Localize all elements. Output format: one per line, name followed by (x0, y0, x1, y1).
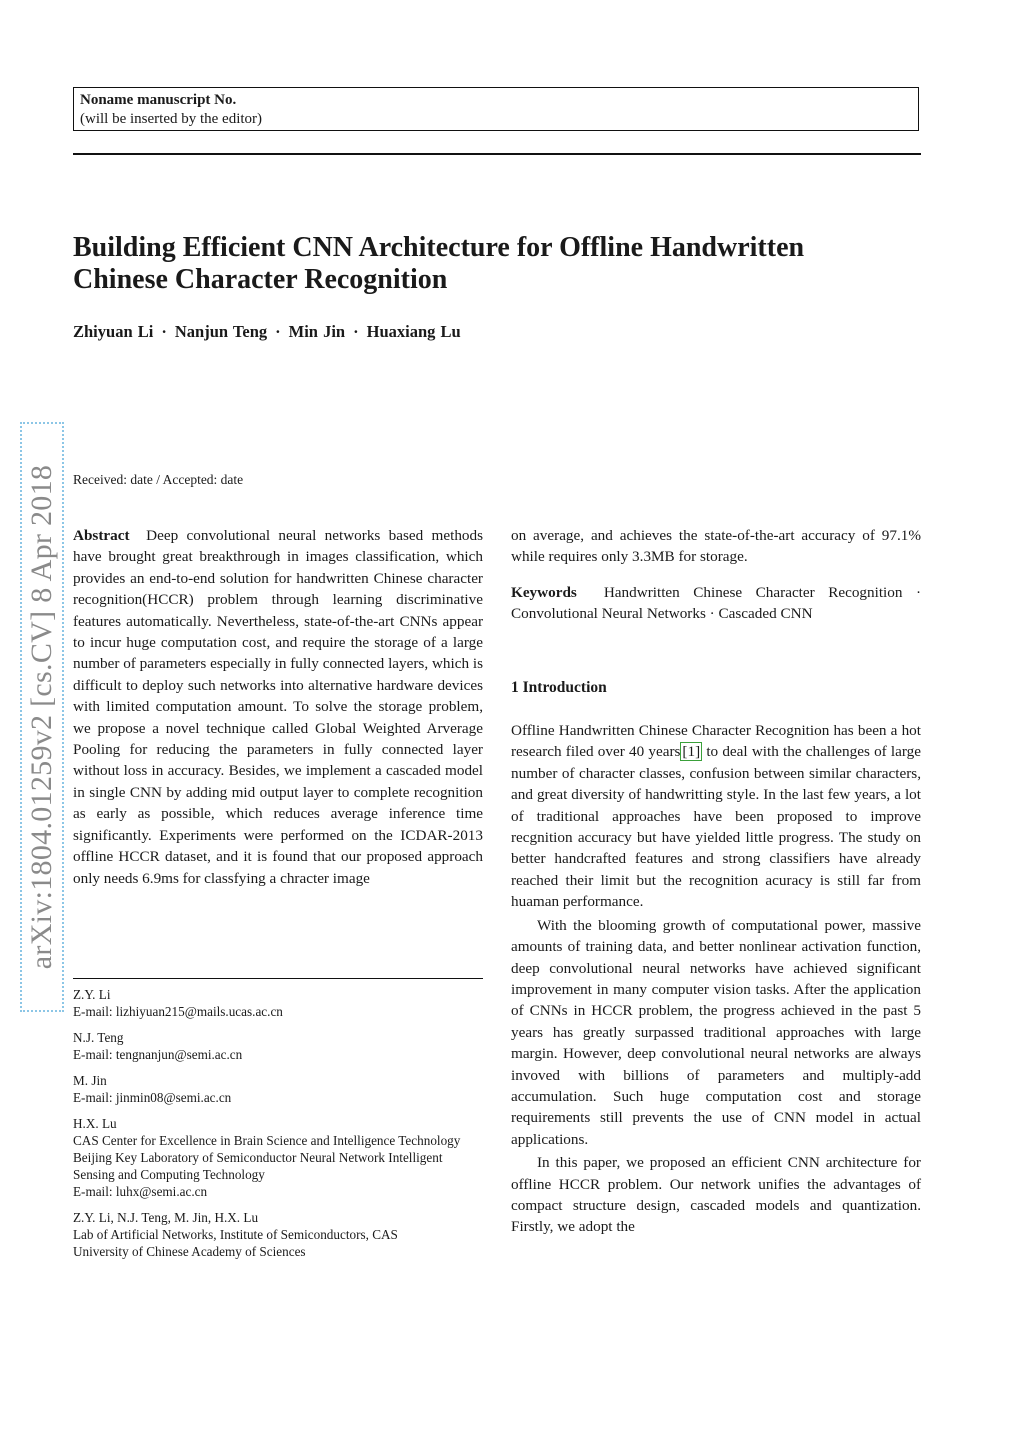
affiliation-line: Lab of Artificial Networks, Institute of Semiconductors, CAS (73, 1227, 398, 1242)
affiliation-block (73, 1072, 483, 1106)
keywords-heading: Keywords (511, 583, 577, 601)
abstract-heading: Abstract (73, 527, 130, 544)
manuscript-label: Noname manuscript No. (80, 92, 237, 108)
affiliation-name: M. Jin (73, 1073, 107, 1088)
affiliation-line: E-mail: jinmin08@semi.ac.cn (73, 1090, 232, 1105)
affiliations (73, 986, 483, 1269)
author-separator: · (275, 322, 281, 341)
abstract-continuation: on average, and achieves the state-of-the-art accuracy of 97.1% while requires only 3.3MB for storage. (511, 527, 921, 566)
keywords-paragraph (511, 582, 921, 625)
author-separator: · (161, 322, 167, 341)
abstract-text: Deep convolutional neural networks based methods have brought great breakthrough in images classification, which provides an end-to-end solution for handwritten Chinese character recognition(HCCR) problem through learning discriminative features automatically. Nevertheless, state-of-the-art CNNs appear to incur huge computation cost, and require the storage of a large number of parameters especially in fully connected layers, which is difficult to deploy such networks into alternative hardware devices with limited computation amount. To solve the storage problem, we propose a novel technique called Global Weighted Arverage Pooling for reducing the parameters in fully connected layer without loss in accuracy. Besides, we implement a cascaded model in single CNN by adding mid output layer to complete recognition as early as possible, which reduces average inference time significantly. Experiments were performed on the ICDAR-2013 offline HCCR dataset, and it is found that our proposed approach only needs 6.9ms for classfying a chracter image (73, 527, 484, 887)
editor-note: (will be inserted by the editor) (80, 111, 263, 127)
affiliation-block (73, 1029, 483, 1063)
affiliation-line: E-mail: lizhiyuan215@mails.ucas.ac.cn (73, 1004, 283, 1019)
title-line-1: Building Efficient CNN Architecture for Offline Handwritten (73, 232, 805, 263)
arxiv-stamp[interactable] (20, 422, 64, 1012)
author-name: Nanjun Teng (174, 322, 268, 341)
section-heading: 1 Introduction (511, 678, 607, 696)
title-line-2: Chinese Character Recognition (73, 264, 448, 295)
affiliation-name: Z.Y. Li, N.J. Teng, M. Jin, H.X. Lu (73, 1210, 259, 1225)
affiliation-line: University of Chinese Academy of Sciences (73, 1244, 306, 1259)
intro-text: Offline Handwritten Chinese Character Recognition has been a hot research filed over 40 years (511, 722, 921, 761)
abstract-left-column (73, 525, 483, 889)
intro-paragraph-3: In this paper, we proposed an efficient CNN architecture for offline HCCR problem. Our network unifies the advantages of compact structure design, cascaded models and quantization. Firstly, we adopt the (511, 1154, 921, 1236)
affiliation-block (73, 986, 483, 1020)
intro-paragraph-1 (511, 720, 921, 913)
intro-paragraph-2: With the blooming growth of computational power, massive amounts of training data, and better nonlinear activation function, deep convolutional neural networks have achieved significant improvement in many computer vision tasks. After the application of CNNs in HCCR problem, the progress achieved in the past 5 years has greatly surpassed traditional approaches with large margin. However, deep convolutional neural networks are always invoved with billions of parameters and multiply-add accumulation. Such huge computation cost and storage requirements still prevents the use of CNN model in actual applications. (511, 916, 921, 1148)
affiliation-line: E-mail: luhx@semi.ac.cn (73, 1184, 208, 1199)
citation-link[interactable]: [1] (682, 743, 701, 761)
author-separator: · (353, 322, 359, 341)
abstract-paragraph (73, 525, 483, 889)
affiliation-name: H.X. Lu (73, 1116, 117, 1131)
arxiv-identifier: arXiv:1804.01259v2 [cs.CV] 8 Apr 2018 (25, 464, 58, 970)
received-date: Received: date / Accepted: date (73, 472, 244, 487)
author-name: Zhiyuan Li (73, 322, 154, 341)
affiliation-line: E-mail: tengnanjun@semi.ac.cn (73, 1047, 243, 1062)
paper-title (73, 232, 933, 296)
manuscript-box (73, 87, 919, 131)
author-name: Huaxiang Lu (366, 322, 461, 341)
affiliation-line: CAS Center for Excellence in Brain Science and Intelligence Technology (73, 1133, 461, 1148)
intro-text: to deal with the challenges of large number of character classes, confusion between similar characters, and great diversity of handwritting style. In the last few years, a lot of traditional approaches have been proposed to improve recgnition accuracy but have yielded little progress. The study on better handcrafted features and strong classifiers have already reached their limit but the recognition acuracy is still far from huaman performance. (511, 743, 921, 911)
author-name: Min Jin (288, 322, 346, 341)
author-list (73, 322, 461, 342)
keywords-text: Handwritten Chinese Character Recognition · Convolutional Neural Networks · Cascaded CNN (511, 583, 922, 623)
affiliation-block (73, 1115, 483, 1200)
affiliation-name: N.J. Teng (73, 1030, 124, 1045)
footnote-rule (73, 978, 483, 979)
header-rule (73, 153, 921, 155)
affiliation-block (73, 1209, 483, 1260)
affiliation-line: Beijing Key Laboratory of Semiconductor Neural Network Intelligent Sensing and Computing Technology (73, 1150, 443, 1182)
affiliation-name: Z.Y. Li (73, 987, 111, 1002)
right-column (511, 525, 921, 1238)
